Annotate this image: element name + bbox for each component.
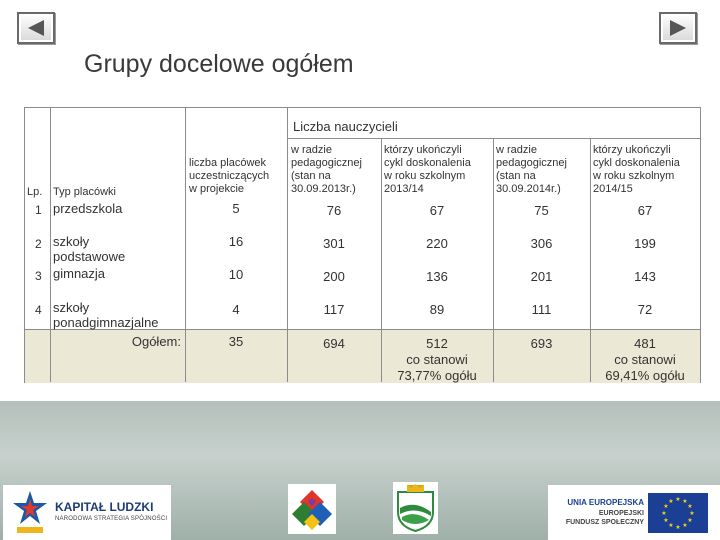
header-liczba-nauczycieli: Liczba nauczycieli [293, 119, 398, 134]
svg-text:★: ★ [675, 524, 681, 531]
svg-text:★: ★ [689, 510, 695, 517]
svg-text:★: ★ [661, 510, 667, 517]
row-4-cykl2013: 89 [429, 302, 445, 317]
row-1-ped2014: 75 [534, 203, 549, 218]
header-cykl-2013: którzy ukończyli cykl doskonalenia w roku szkolnym 2013/14 [384, 144, 471, 195]
kapital-ludzki-name: KAPITAŁ LUDZKI [55, 500, 154, 514]
triangle-left-icon [26, 19, 46, 37]
svg-text:★: ★ [663, 517, 669, 524]
row-1-lp: 1 [35, 203, 42, 217]
teachers-table [24, 107, 701, 383]
header-typ-placowki: Typ placówki [53, 186, 116, 198]
total-cykl2013: 512 co stanowi 73,77% ogółu [397, 336, 477, 383]
row-4-cykl2014: 72 [637, 302, 653, 317]
svg-text:★: ★ [682, 522, 688, 529]
slide-title: Grupy docelowe ogółem [84, 50, 354, 78]
row-2-type: szkoły podstawowe [53, 234, 126, 264]
row-2-cykl2014: 199 [634, 236, 656, 251]
row-2-lp: 2 [35, 237, 42, 251]
row-3-type: gimnazja [53, 266, 106, 281]
row-3-cykl2014: 143 [634, 269, 656, 284]
kapital-ludzki-emblem-icon [11, 491, 49, 535]
previous-slide-button[interactable] [17, 12, 55, 44]
row-3-ped2014: 201 [530, 269, 553, 284]
header-cykl-2014: którzy ukończyli cykl doskonalenia w roku szkolnym 2014/15 [593, 144, 680, 195]
eu-logo-line1: UNIA EUROPEJSKA [567, 498, 644, 507]
total-cykl2014: 481 co stanowi 69,41% ogółu [605, 336, 685, 383]
svg-text:★: ★ [687, 517, 693, 524]
next-slide-button[interactable] [659, 12, 697, 44]
svg-text:★: ★ [663, 503, 669, 510]
row-4-ped2014: 111 [531, 302, 552, 317]
kapital-ludzki-logo [3, 485, 171, 540]
header-liczba-placowek: liczba placówek uczestniczących w projekcie [189, 157, 270, 195]
partner-logo-1 [288, 484, 336, 534]
row-4-lp: 4 [35, 303, 42, 317]
row-1-cykl2014: 67 [637, 203, 653, 218]
total-ped2013: 694 [323, 336, 345, 351]
row-1-cykl2013: 67 [429, 203, 445, 218]
svg-text:★: ★ [668, 522, 674, 529]
row-2-ped2013: 301 [323, 236, 345, 251]
row-1-count: 5 [232, 201, 240, 216]
row-4-ped2013: 117 [323, 302, 345, 317]
total-count: 35 [228, 334, 244, 349]
header-pedagogiczna-2013: w radzie pedagogicznej (stan na 30.09.2013r.) [291, 144, 362, 195]
row-1-ped2013: 76 [326, 203, 342, 218]
eu-flag-icon [648, 493, 708, 533]
eu-logo-line3: FUNDUSZ SPOŁECZNY [565, 519, 644, 526]
coat-of-arms-icon [395, 484, 436, 532]
kapital-ludzki-subtitle: NARODOWA STRATEGIA SPÓJNOŚCI [55, 516, 168, 522]
total-ped2014: 693 [530, 336, 553, 351]
row-4-count: 4 [232, 302, 240, 317]
partner-logo-2 [393, 482, 438, 534]
row-3-lp: 3 [35, 269, 42, 283]
partner-emblem-1-icon [290, 486, 334, 532]
svg-text:★: ★ [682, 498, 688, 505]
row-2-ped2014: 306 [530, 236, 553, 251]
header-lp: Lp. [27, 186, 43, 198]
header-pedagogiczna-2014: w radzie pedagogicznej (stan na 30.09.2014r.) [496, 144, 567, 195]
eu-efs-logo [548, 485, 720, 540]
svg-text:★: ★ [668, 498, 674, 505]
row-4-type: szkoły ponadgimnazjalne [53, 300, 159, 330]
eu-logo-line2: EUROPEJSKI [598, 510, 644, 517]
row-3-cykl2013: 136 [426, 269, 448, 284]
svg-text:★: ★ [687, 503, 693, 510]
row-1-type: przedszkola [53, 201, 123, 216]
svg-text:★: ★ [675, 496, 681, 503]
row-3-ped2013: 200 [323, 269, 345, 284]
row-2-count: 16 [228, 234, 244, 249]
row-3-count: 10 [228, 267, 244, 282]
row-2-cykl2013: 220 [426, 236, 448, 251]
total-label: Ogółem: [131, 334, 181, 349]
triangle-right-icon [668, 19, 688, 37]
